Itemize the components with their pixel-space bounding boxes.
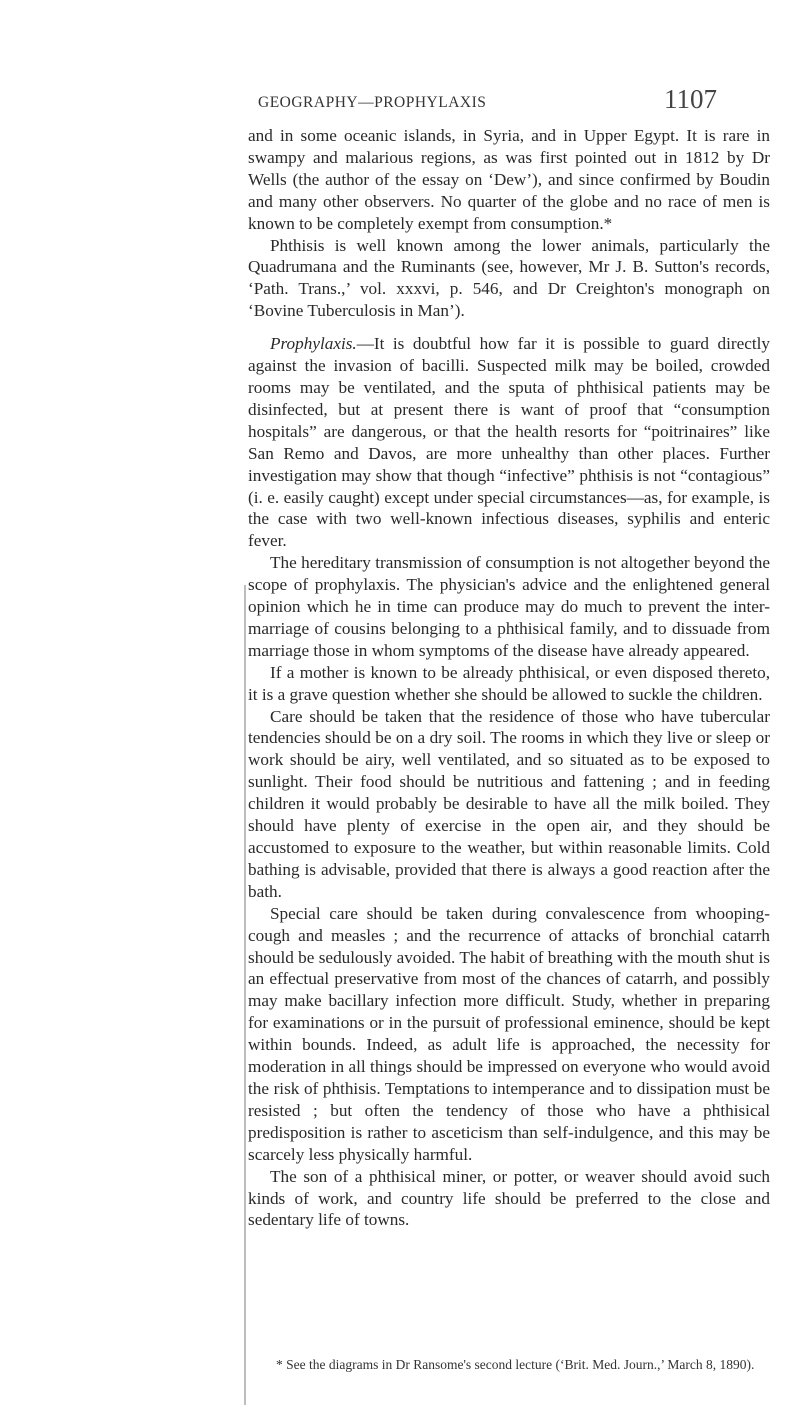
running-head bbox=[0, 84, 800, 118]
body-text bbox=[248, 125, 770, 1231]
paragraph-residence: Care should be taken that the residence of those who have tubercular tendencies should be on a dry soil. The rooms in which they live or sleep or work should be airy, well ventilated, and so situated as to be exposed to sunlight. Their food should be nutritious and fattening ; and in feeding children it would probably be desirable to have all the milk boiled. They should have plenty of exercise in the open air, and they should be accustomed to exposure to the weather, but within reasonable limits. Cold bathing is advisable, provided that there is always a good reaction after the bath. bbox=[248, 706, 770, 901]
paragraph-occupation: The son of a phthisical miner, or potter, or weaver should avoid such kinds of work, and country life should be preferred to the close and sedentary life of towns. bbox=[248, 1166, 770, 1230]
paragraph-prophylaxis bbox=[248, 333, 770, 552]
footnote: * See the diagrams in Dr Ransome's second lecture (‘Brit. Med. Journ.,’ March 8, 1890). bbox=[276, 1357, 755, 1372]
running-title: GEOGRAPHY—PROPHYLAXIS bbox=[258, 94, 487, 111]
section-heading-prophylaxis: Prophylaxis. bbox=[270, 334, 357, 354]
paragraph-continued: and in some oceanic islands, in Syria, and in Upper Egypt. It is rare in swampy and malarious regions, as was first pointed out in 1812 by Dr Wells (the author of the essay on ‘Dew’), and since confirmed by Boudin and many other observers. No quarter of the globe and no race of men is known to be completely exempt from consumption.* bbox=[248, 126, 770, 233]
page-number: 1107 bbox=[664, 84, 717, 114]
binding-shadow-line bbox=[244, 585, 246, 1405]
paragraph-hereditary: The hereditary transmission of consumption is not altogether beyond the scope of prophylaxis. The physician's advice and the enlightened general opinion which he in time can produce may do much to prevent the inter-marriage of cousins belonging to a phthisical family, and to dissuade from marriage those in whom symptoms of the disease have already appeared. bbox=[248, 553, 770, 660]
paragraph-phthisis-animals: Phthisis is well known among the lower animals, particularly the Quadrumana and the Ruminants (see, however, Mr J. B. Sutton's records, ‘Path. Trans.,’ vol. xxxvi, p. 546, and Dr Creighton's monograph on ‘Bovine Tuberculosis in Man’). bbox=[248, 235, 770, 321]
paragraph-prophylaxis-text: —It is doubtful how far it is possible to guard directly against the invasion of bacilli. Suspected milk may be boiled, crowded rooms may be ventilated, and the sputa of phthisical patients may be disinfected, but at present there is want of proof that “consumption hospitals” are dangerous, or that the health resorts for “poitrinaires” like San Remo and Davos, are more unhealthy than other places. Further investigation may show that though “infective” phthisis is not “contagious” (i. e. easily caught) except under special circumstances—as, for example, is the case with two well-known infectious diseases, syphilis and enteric fever. bbox=[248, 334, 770, 551]
paragraph-convalescence: Special care should be taken during convalescence from whooping-cough and measles ; and the recurrence of attacks of bronchial catarrh should be sedulously avoided. The habit of breathing with the mouth shut is an effectual preservative from most of the chances of catarrh, and possibly may make bacillary infection more difficult. Study, whether in preparing for examinations or in the pursuit of professional eminence, should be kept within bounds. Indeed, as adult life is approached, the necessity for moderation in all things should be impressed on everyone who would avoid the risk of phthisis. Temptations to intemperance and to dissipation must be resisted ; but often the tendency of those who have a phthisical predisposition is rather to asceticism than self-indulgence, and this may be scarcely less physically harmful. bbox=[248, 903, 770, 1164]
paragraph-mother: If a mother is known to be already phthisical, or even disposed thereto, it is a grave question whether she should be allowed to suckle the children. bbox=[248, 662, 770, 704]
